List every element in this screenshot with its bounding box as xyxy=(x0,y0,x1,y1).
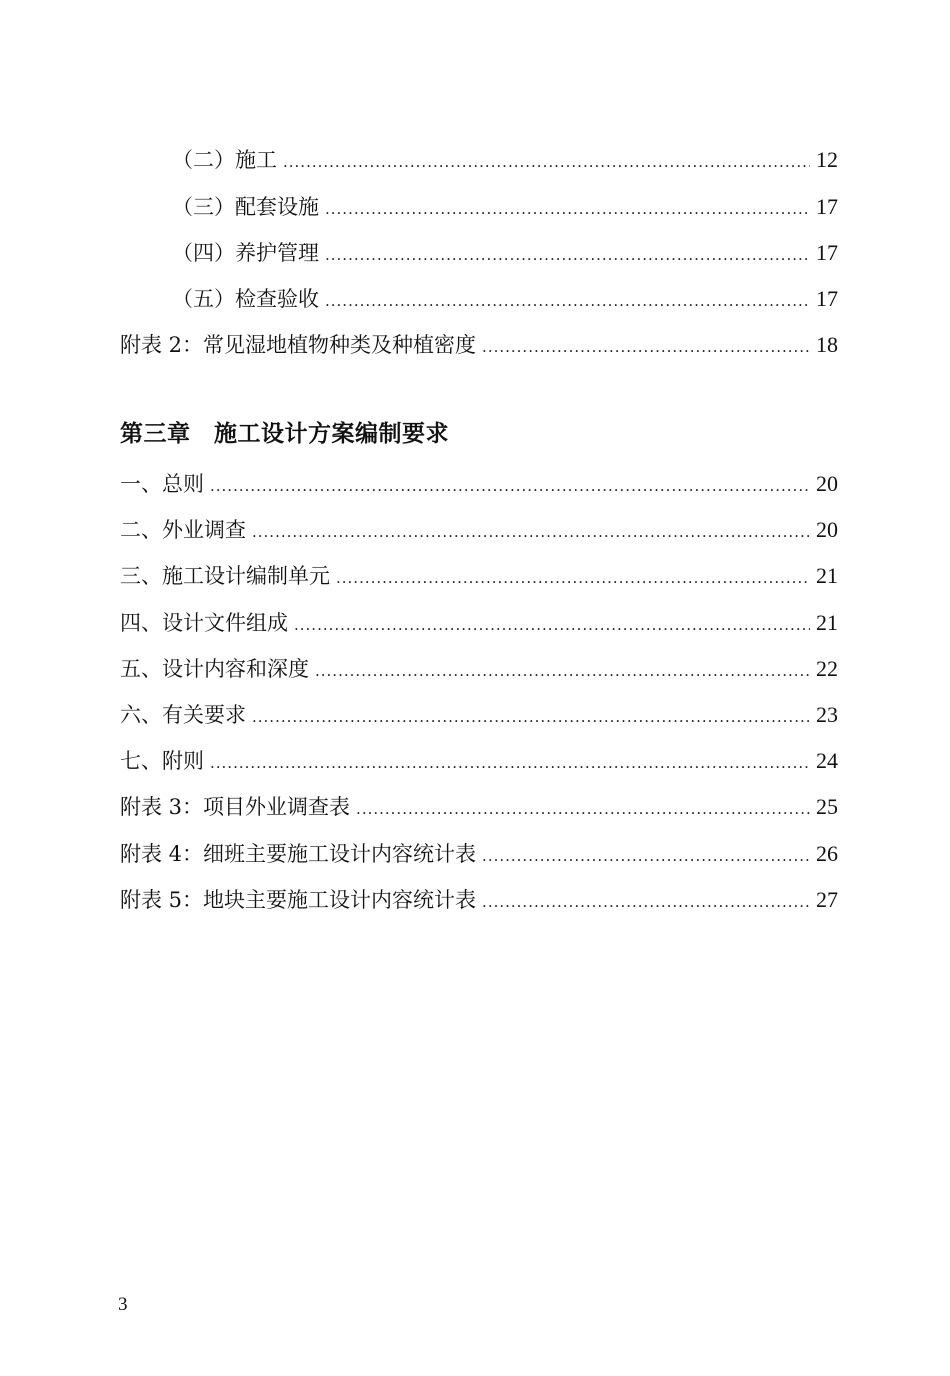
toc-entry-label: 五、设计内容和深度 xyxy=(120,657,309,681)
toc-leader-dots xyxy=(356,793,810,825)
toc-entry-label: 附表 4：细班主要施工设计内容统计表 xyxy=(120,842,477,866)
toc-entry-page: 26 xyxy=(816,841,838,866)
toc-entry[interactable] xyxy=(120,560,838,592)
toc-entry[interactable] xyxy=(172,191,838,223)
toc-entry[interactable] xyxy=(120,884,838,916)
toc-entry-label: 六、有关要求 xyxy=(120,703,246,727)
toc-leader-dots xyxy=(315,655,810,687)
toc-entry-label: 附表 5：地块主要施工设计内容统计表 xyxy=(120,888,477,912)
toc-leader-dots xyxy=(325,193,810,225)
toc-entry-page: 27 xyxy=(816,887,838,912)
toc-leader-dots xyxy=(325,285,810,317)
page-number: 3 xyxy=(118,1294,128,1315)
toc-leader-dots xyxy=(210,747,810,779)
toc-leader-dots xyxy=(482,331,810,363)
toc-entry-label: （二）施工 xyxy=(172,148,277,172)
toc-entry-page: 21 xyxy=(816,610,838,635)
toc-entry-page: 25 xyxy=(816,794,838,819)
toc-entry[interactable] xyxy=(120,745,838,777)
toc-entry[interactable] xyxy=(120,468,838,500)
toc-entry[interactable] xyxy=(120,791,838,823)
toc-leader-dots xyxy=(294,609,810,641)
toc-leader-dots xyxy=(336,562,810,594)
toc-entry-label: 七、附则 xyxy=(120,749,204,773)
toc-leader-dots xyxy=(482,840,810,872)
toc-entry-page: 17 xyxy=(816,240,838,265)
toc-entry-page: 24 xyxy=(816,748,838,773)
toc-entry-page: 17 xyxy=(816,194,838,219)
toc-leader-dots xyxy=(210,470,810,502)
toc-entry-label: 四、设计文件组成 xyxy=(120,611,288,635)
toc-entry-page: 12 xyxy=(816,147,838,172)
toc-entry-label: 一、总则 xyxy=(120,472,204,496)
toc-entry-page: 20 xyxy=(816,471,838,496)
toc-leader-dots xyxy=(482,886,810,918)
toc-entry[interactable] xyxy=(120,653,838,685)
toc-entry[interactable] xyxy=(172,144,838,176)
toc-entry-page: 23 xyxy=(816,702,838,727)
toc-entry-page: 21 xyxy=(816,563,838,588)
toc-entry-label: （三）配套设施 xyxy=(172,195,319,219)
toc-entry[interactable] xyxy=(120,838,838,870)
toc-entry-label: 三、施工设计编制单元 xyxy=(120,564,330,588)
toc-entry[interactable] xyxy=(172,283,838,315)
toc-entry-label: （四）养护管理 xyxy=(172,241,319,265)
toc-entry[interactable] xyxy=(120,514,838,546)
toc-entry[interactable] xyxy=(120,699,838,731)
toc-entry[interactable] xyxy=(120,329,838,361)
toc-entry-label: 二、外业调查 xyxy=(120,518,246,542)
toc-entry-page: 18 xyxy=(816,332,838,357)
toc-leader-dots xyxy=(325,239,810,271)
toc-entry-page: 20 xyxy=(816,517,838,542)
toc-entry-page: 22 xyxy=(816,656,838,681)
toc-leader-dots xyxy=(252,516,810,548)
toc-entry-label: （五）检查验收 xyxy=(172,287,319,311)
toc-entry-label: 附表 3：项目外业调查表 xyxy=(120,795,351,819)
toc-entry[interactable] xyxy=(120,607,838,639)
toc-entry[interactable] xyxy=(172,237,838,269)
toc-leader-dots xyxy=(252,701,810,733)
toc-leader-dots xyxy=(283,146,810,178)
toc-entry-page: 17 xyxy=(816,286,838,311)
toc-entry-label: 附表 2：常见湿地植物种类及种植密度 xyxy=(120,333,477,357)
chapter-title[interactable]: 第三章 施工设计方案编制要求 xyxy=(120,421,449,447)
